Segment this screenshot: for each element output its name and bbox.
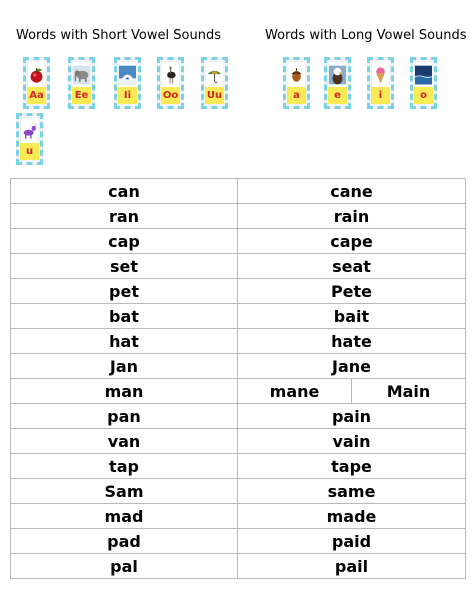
table-row xyxy=(11,304,466,329)
long-vowel-word: paid xyxy=(238,529,466,554)
short-vowel-word: van xyxy=(11,429,238,454)
long-vowel-heading: Words with Long Vowel Sounds xyxy=(265,28,467,43)
long-vowel-word: mane xyxy=(238,379,352,404)
umbrella-icon xyxy=(206,62,223,88)
short-vowel-word: bat xyxy=(11,304,238,329)
elephant-icon xyxy=(73,62,90,88)
card-label: e xyxy=(328,87,347,104)
card-long-i xyxy=(367,57,394,109)
card-short-e xyxy=(68,57,95,109)
long-vowel-word: rain xyxy=(238,204,466,229)
word-table xyxy=(10,178,466,579)
short-vowel-heading: Words with Short Vowel Sounds xyxy=(16,28,221,43)
long-vowel-word: tape xyxy=(238,454,466,479)
table-row xyxy=(11,529,466,554)
short-vowel-word: man xyxy=(11,379,238,404)
apple-icon xyxy=(28,62,45,88)
table-row xyxy=(11,329,466,354)
short-vowel-word: set xyxy=(11,254,238,279)
long-vowel-word: Jane xyxy=(238,354,466,379)
short-vowel-word: pan xyxy=(11,404,238,429)
eagle-icon xyxy=(329,62,346,88)
acorn-icon xyxy=(288,62,305,88)
card-label: i xyxy=(371,87,390,104)
igloo-icon xyxy=(119,62,136,88)
table-row xyxy=(11,379,466,404)
long-vowel-word: bait xyxy=(238,304,466,329)
table-row xyxy=(11,454,466,479)
card-short-o xyxy=(157,57,184,109)
card-label: o xyxy=(414,87,433,104)
card-label: Uu xyxy=(205,87,224,104)
unicorn-icon xyxy=(21,118,38,144)
card-short-a xyxy=(23,57,50,109)
table-row xyxy=(11,354,466,379)
card-label: u xyxy=(20,143,39,160)
long-vowel-word: made xyxy=(238,504,466,529)
short-vowel-word: mad xyxy=(11,504,238,529)
card-short-u-unicorn xyxy=(16,113,43,165)
table-row xyxy=(11,204,466,229)
card-long-e xyxy=(324,57,351,109)
long-vowel-word: cape xyxy=(238,229,466,254)
table-row xyxy=(11,429,466,454)
short-vowel-word: cap xyxy=(11,229,238,254)
table-row xyxy=(11,504,466,529)
table-row xyxy=(11,279,466,304)
short-vowel-word: hat xyxy=(11,329,238,354)
ice-cream-icon xyxy=(372,62,389,88)
long-vowel-word: hate xyxy=(238,329,466,354)
long-vowel-word: same xyxy=(238,479,466,504)
short-vowel-word: pet xyxy=(11,279,238,304)
short-vowel-word: tap xyxy=(11,454,238,479)
short-vowel-word: pad xyxy=(11,529,238,554)
long-vowel-word: seat xyxy=(238,254,466,279)
card-label: a xyxy=(287,87,306,104)
short-vowel-word: Sam xyxy=(11,479,238,504)
short-vowel-word: can xyxy=(11,179,238,204)
card-long-o xyxy=(410,57,437,109)
card-long-a xyxy=(283,57,310,109)
table-row xyxy=(11,179,466,204)
long-vowel-word: Pete xyxy=(238,279,466,304)
long-vowel-word: pain xyxy=(238,404,466,429)
table-row xyxy=(11,554,466,579)
long-vowel-word-alt: Main xyxy=(352,379,466,404)
card-label: Ii xyxy=(118,87,137,104)
long-vowel-word: vain xyxy=(238,429,466,454)
table-row xyxy=(11,479,466,504)
ocean-icon xyxy=(415,62,432,88)
word-table-body xyxy=(11,179,466,579)
card-short-i xyxy=(114,57,141,109)
table-row xyxy=(11,254,466,279)
long-vowel-word: cane xyxy=(238,179,466,204)
long-vowel-word: pail xyxy=(238,554,466,579)
card-label: Ee xyxy=(72,87,91,104)
card-label: Oo xyxy=(161,87,180,104)
ostrich-icon xyxy=(162,62,179,88)
card-short-u xyxy=(201,57,228,109)
table-row xyxy=(11,404,466,429)
table-row xyxy=(11,229,466,254)
short-vowel-word: pal xyxy=(11,554,238,579)
short-vowel-word: Jan xyxy=(11,354,238,379)
card-label: Aa xyxy=(27,87,46,104)
short-vowel-word: ran xyxy=(11,204,238,229)
